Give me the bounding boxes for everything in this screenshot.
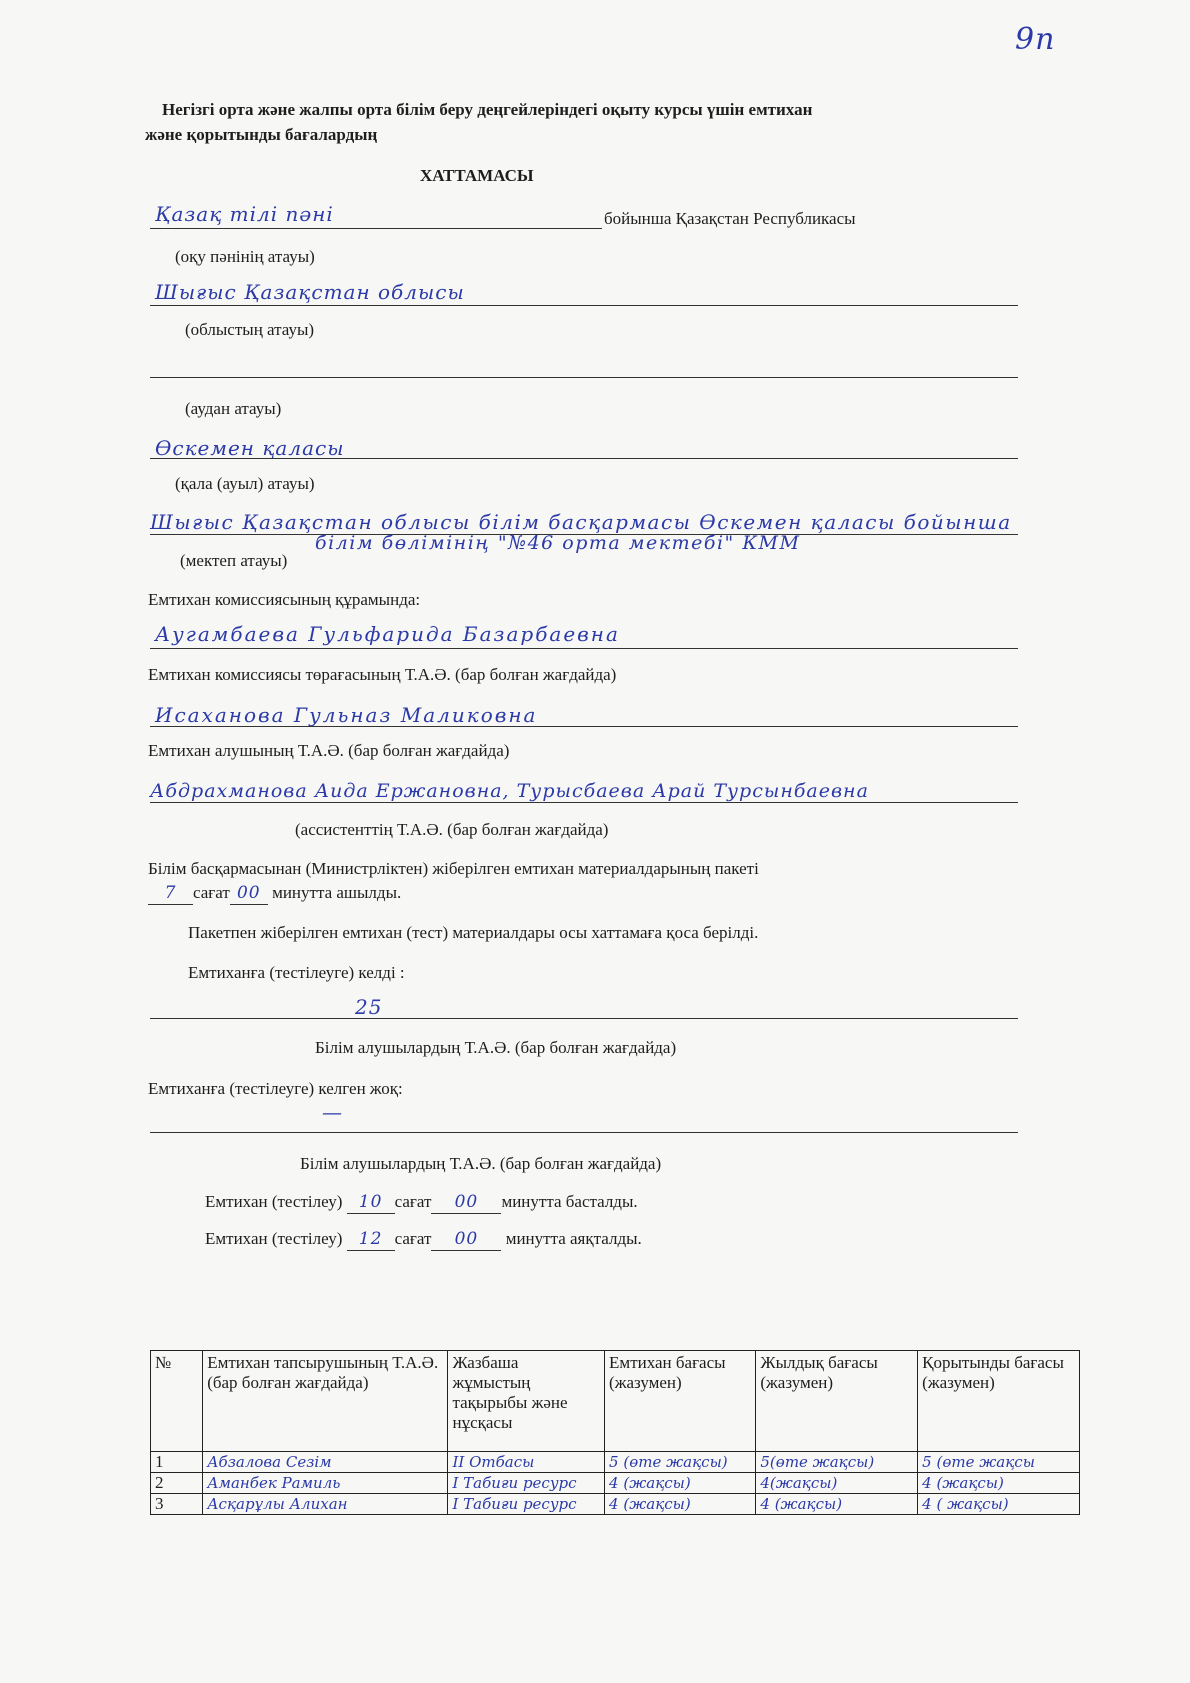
chair-caption: Емтихан комиссиясы төрағасының Т.А.Ә. (бар болған жағдайда) [148, 665, 617, 684]
student-name: Абзалова Сезім [203, 1452, 448, 1473]
written-topic: I Табиғи ресурс [448, 1494, 605, 1515]
annual-grade: 5(өте жақсы) [756, 1452, 918, 1473]
end-hour: 12 [347, 1229, 395, 1251]
chair-value: Аугамбаева Гульфарида Базарбаевна [155, 622, 620, 646]
final-grade: 5 (өте жақсы [918, 1452, 1080, 1473]
table-header-row [151, 1351, 1080, 1452]
package-opened-text: минутта ашылды. [272, 883, 402, 902]
table-row [151, 1473, 1080, 1494]
heading-line-2: және қорытынды бағалардың [145, 125, 378, 144]
row-number: 3 [151, 1494, 203, 1515]
results-table [150, 1350, 1080, 1515]
exam-grade: 4 (жақсы) [605, 1473, 756, 1494]
start-minute: 00 [431, 1192, 501, 1214]
start-time-row [205, 1191, 638, 1214]
region-value: Шығыс Қазақстан облысы [155, 280, 465, 304]
start-hour: 10 [347, 1192, 395, 1214]
final-grade: 4 (жақсы) [918, 1473, 1080, 1494]
header-student-name: Емтихан тапсырушының Т.А.Ә. (бар болған жағдайда) [203, 1351, 448, 1452]
end-minute: 00 [431, 1229, 501, 1251]
start-prefix: Емтихан (тестілеу) [205, 1192, 343, 1211]
examiner-caption: Емтихан алушының Т.А.Ә. (бар болған жағдайда) [148, 741, 510, 760]
school-value-line-1: Шығыс Қазақстан облысы білім басқармасы Өскемен қаласы бойынша [150, 510, 1012, 534]
student-name: Аманбек Рамиль [203, 1473, 448, 1494]
came-value: 25 [355, 995, 383, 1019]
came-label: Емтиханға (тестілеуге) келді : [188, 963, 405, 982]
header-written-topic: Жазбаша жұмыстың тақырыбы және нұсқасы [448, 1351, 605, 1452]
annual-grade: 4(жақсы) [756, 1473, 918, 1494]
absent-value: — [322, 1100, 343, 1124]
came-caption: Білім алушылардың Т.А.Ә. (бар болған жағдайда) [315, 1038, 677, 1057]
exam-grade: 4 (жақсы) [605, 1494, 756, 1515]
commission-label: Емтихан комиссиясының құрамында: [148, 590, 421, 609]
district-line [150, 377, 1018, 378]
end-time-row [205, 1228, 642, 1251]
package-attached-text: Пакетпен жіберілген емтихан (тест) материалдары осы хаттамаға қоса берілді. [188, 923, 759, 942]
city-line [150, 458, 1018, 459]
package-hour-value: 7 [148, 883, 193, 905]
absent-line [150, 1132, 1018, 1133]
package-opened-row [148, 882, 401, 905]
district-caption: (аудан атауы) [185, 399, 282, 418]
final-grade: 4 ( жақсы) [918, 1494, 1080, 1515]
school-caption: (мектеп атауы) [180, 551, 288, 570]
subject-line [150, 228, 602, 229]
package-minute-value: 00 [230, 883, 268, 905]
header-annual-grade: Жылдық бағасы (жазумен) [756, 1351, 918, 1452]
header-exam-grade: Емтихан бағасы (жазумен) [605, 1351, 756, 1452]
start-suffix: минутта басталды. [501, 1192, 638, 1211]
assistants-caption: (ассистенттің Т.А.Ә. (бар болған жағдайда) [295, 820, 609, 839]
header-final-grade: Қорытынды бағасы (жазумен) [918, 1351, 1080, 1452]
student-name: Асқарұлы Алихан [203, 1494, 448, 1515]
assistants-value: Абдрахманова Аида Ержановна, Турысбаева Арай Турсынбаевна [150, 780, 869, 802]
chair-line [150, 648, 1018, 649]
start-hour-word: сағат [394, 1192, 432, 1211]
end-hour-word: сағат [394, 1229, 432, 1248]
header-number: № [151, 1351, 203, 1452]
school-value-line-2: білім бөлімінің "№46 орта мектебі" КММ [315, 532, 801, 554]
table-row [151, 1452, 1080, 1473]
examiner-line [150, 726, 1018, 727]
row-number: 1 [151, 1452, 203, 1473]
came-line [150, 1018, 1018, 1019]
exam-grade: 5 (өте жақсы) [605, 1452, 756, 1473]
subject-value: Қазақ тілі пәні [155, 202, 334, 226]
written-topic: II Отбасы [448, 1452, 605, 1473]
subject-caption: (оқу пәнінің атауы) [175, 247, 315, 266]
examiner-value: Исаханова Гульназ Маликовна [155, 703, 538, 727]
region-line [150, 305, 1018, 306]
table-row [151, 1494, 1080, 1515]
page-mark: 9п [1015, 22, 1056, 57]
city-caption: (қала (ауыл) атауы) [175, 474, 315, 493]
package-hour-word: сағат [193, 883, 230, 902]
subject-suffix: бойынша Қазақстан Республикасы [604, 209, 856, 228]
absent-label: Емтиханға (тестілеуге) келген жоқ: [148, 1079, 403, 1098]
heading-title: ХАТТАМАСЫ [420, 166, 534, 185]
region-caption: (облыстың атауы) [185, 320, 315, 339]
written-topic: I Табиғи ресурс [448, 1473, 605, 1494]
city-value: Өскемен қаласы [155, 436, 345, 460]
end-suffix: минутта аяқталды. [501, 1229, 642, 1248]
row-number: 2 [151, 1473, 203, 1494]
assistants-line [150, 802, 1018, 803]
end-prefix: Емтихан (тестілеу) [205, 1229, 343, 1248]
absent-caption: Білім алушылардың Т.А.Ә. (бар болған жағдайда) [300, 1154, 662, 1173]
annual-grade: 4 (жақсы) [756, 1494, 918, 1515]
package-line-1: Білім басқармасынан (Министрліктен) жіберілген емтихан материалдарының пакеті [148, 859, 759, 878]
heading-line-1: Негізгі орта және жалпы орта білім беру деңгейлеріндегі оқыту курсы үшін емтихан [162, 100, 813, 119]
